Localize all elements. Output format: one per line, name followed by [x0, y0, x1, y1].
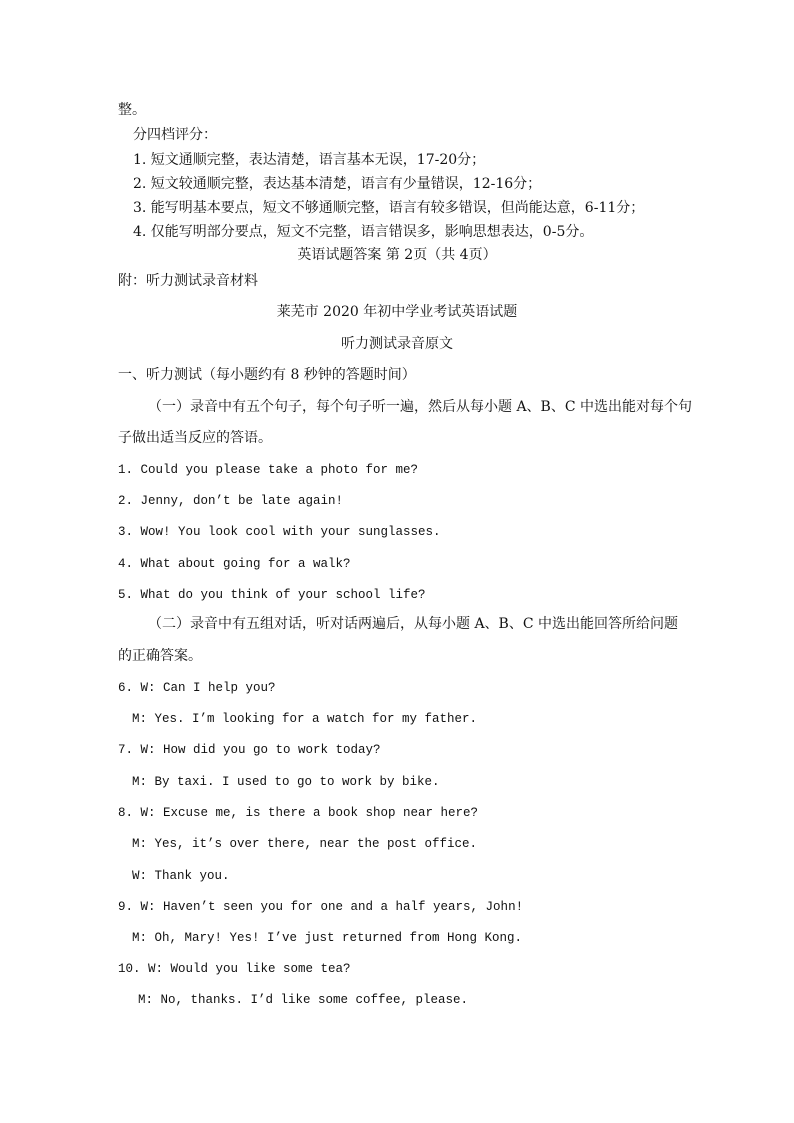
exam-title: 莱芜市 2020 年初中学业考试英语试题	[276, 304, 518, 320]
listening-sentence: 2. Jenny, don’t be late again!	[118, 494, 344, 508]
dialogue-line: M: Yes. I’m looking for a watch for my father.	[132, 712, 478, 726]
continuation-text: 整。	[118, 102, 146, 118]
listening-sentence: 4. What about going for a walk?	[118, 557, 351, 571]
part1-intro: （一）录音中有五个句子，每个句子听一遍，然后从每小题 A、B、C 中选出能对每个句	[148, 399, 693, 415]
scoring-title: 分四档评分：	[133, 127, 217, 143]
part1-intro-cont: 子做出适当反应的答语。	[118, 430, 272, 446]
dialogue-line: M: Yes, it’s over there, near the post office.	[132, 837, 478, 851]
scoring-item: 4. 仅能写明部分要点，短文不完整，语言错误多，影响思想表达，0-5分。	[133, 224, 594, 240]
scoring-item: 1. 短文通顺完整，表达清楚，语言基本无误，17-20分；	[133, 152, 486, 168]
scoring-item: 3. 能写明基本要点，短文不够通顺完整，语言有较多错误，但尚能达意，6-11分；	[133, 200, 645, 216]
dialogue-line: W: Thank you.	[132, 869, 230, 883]
listening-sentence: 5. What do you think of your school life?	[118, 588, 426, 602]
dialogue-line: 7. W: How did you go to work today?	[118, 743, 381, 757]
listening-sentence: 1. Could you please take a photo for me?	[118, 463, 419, 477]
listening-sentence: 3. Wow! You look cool with your sunglasses.	[118, 525, 441, 539]
dialogue-line: 8. W: Excuse me, is there a book shop near here?	[118, 806, 479, 820]
exam-subtitle: 听力测试录音原文	[341, 336, 453, 352]
section-heading: 一、听力测试（每小题约有 8 秒钟的答题时间）	[118, 367, 416, 383]
part2-intro: （二）录音中有五组对话，听对话两遍后，从每小题 A、B、C 中选出能回答所给问题	[148, 616, 679, 632]
dialogue-line: 6. W: Can I help you?	[118, 681, 276, 695]
page-footer: 英语试题答案 第 2页（共 4页）	[297, 247, 497, 263]
dialogue-line: M: No, thanks. I’d like some coffee, please.	[138, 993, 469, 1007]
dialogue-line: M: By taxi. I used to go to work by bike.	[132, 775, 440, 789]
dialogue-line: 9. W: Haven’t seen you for one and a half years, John!	[118, 900, 524, 914]
scoring-item: 2. 短文较通顺完整，表达基本清楚，语言有少量错误，12-16分；	[133, 176, 542, 192]
appendix-label: 附：听力测试录音材料	[118, 273, 258, 289]
dialogue-line: M: Oh, Mary! Yes! I’ve just returned from Hong Kong.	[132, 931, 523, 945]
dialogue-line: 10. W: Would you like some tea?	[118, 962, 351, 976]
part2-intro-cont: 的正确答案。	[118, 648, 202, 664]
